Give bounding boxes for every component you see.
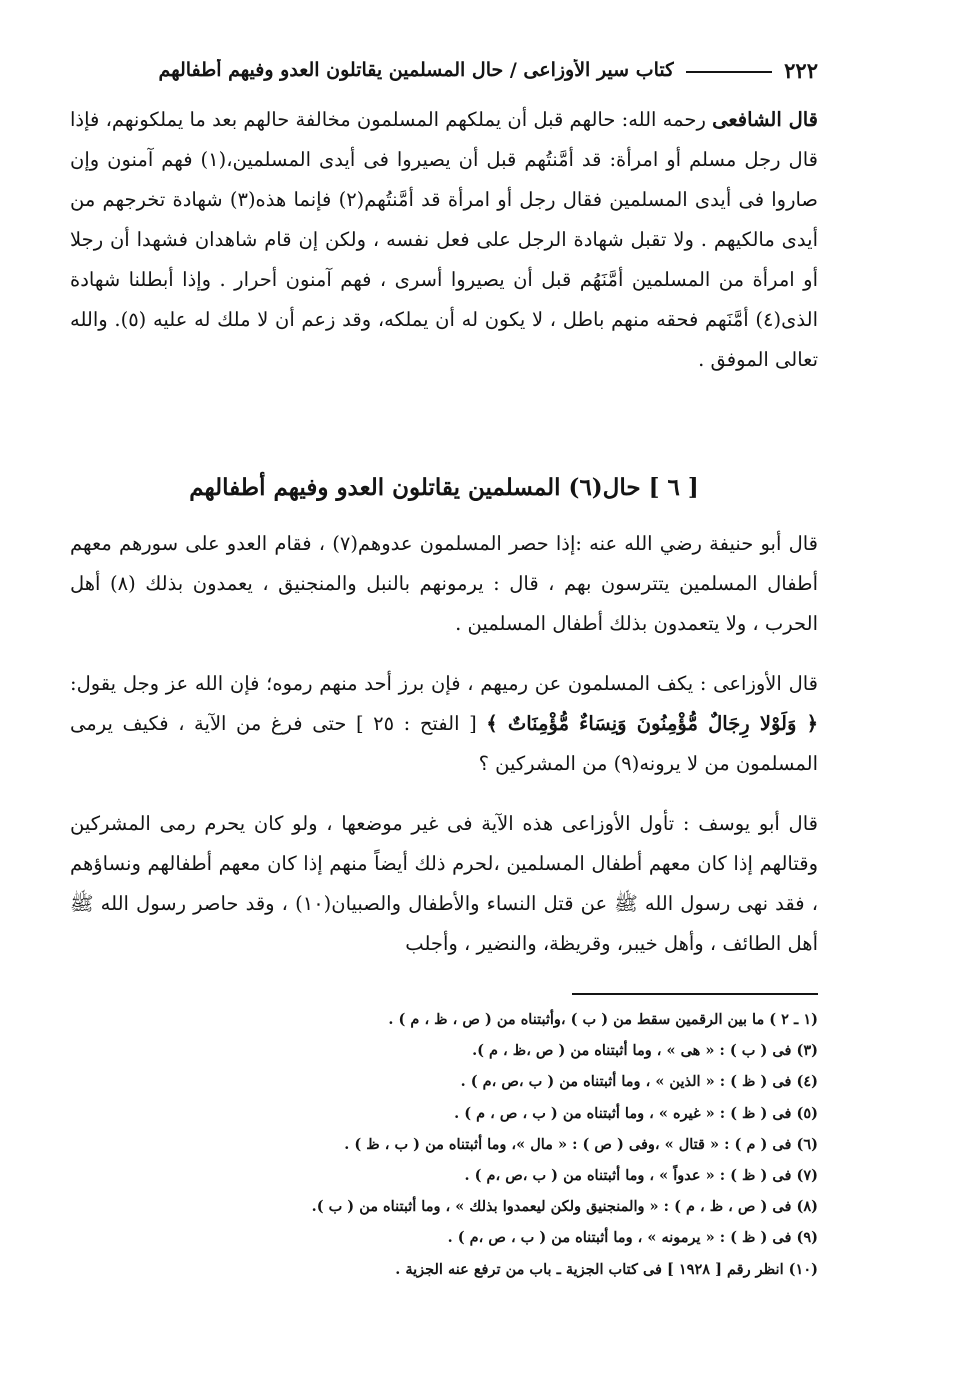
footnote: (٣) فى ( ب ) : « هى » ، وما أثبتناه من ( ص ،ظ ، م ). (472, 1042, 818, 1060)
footnote: (٨) فى ( ص ، ظ ، م ) : « والمنجنيق ولكن ليعمدوا بذلك » ، وما أثبتناه من ( ب ). (311, 1198, 818, 1216)
paragraph-text-after: [ الفتح : ٢٥ ] حتى فرغ من الآية ، فكيف يرمى المسلمون من لا يرونه(٩) من المشركين ؟ (70, 712, 818, 775)
paragraph-abu-hanifa: قال أبو حنيفة رضي الله عنه :إذا حصر المسلمون عدوهم(٧) ، فقام العدو على سورهم معهم أطفال المسلمين يتترسون بهم ، قال : يرمونهم بالنبل والمنجنيق ، يعمدون بذلك (٨) أهل الحرب ، ولا يتعمدون بذلك أطفال المسلمين . (70, 532, 819, 635)
page-number: ٢٢٢ (784, 57, 818, 83)
section-heading: [ ٦ ] حال(٦) المسلمين يقاتلون العدو وفيهم أطفالهم (189, 474, 699, 501)
footnotes (70, 1004, 818, 1285)
running-title: كتاب سير الأوزاعى / حال المسلمين يقاتلون العدو وفيهم أطفالهم (158, 59, 675, 81)
footnote-rule (572, 993, 818, 995)
paragraph-abu-yusuf: قال أبو يوسف : تأول الأوزاعى هذه الآية فى غير موضعها ، ولو كان يحرم رمى المشركين وقتالهم إذا كان معهم أطفال المسلمين ،لحرم ذلك أيضاً منهم إذا كان معهم أطفالهم ونساؤهم ، فقد نهى رسول الله ﷺ عن قتل النساء والأطفال والصبيان(١٠) ، وقد حاصر رسول الله ﷺ أهل الطائف ، وأهل خيبر، وقريظة، والنضير ، وأجلب (70, 812, 819, 955)
paragraph-text: رحمه الله: حالهم قبل أن يملكهم المسلمون مخالفة حالهم بعد ما يملكونهم، فإذا قال رجل مسلم أو امرأة: قد أمَّنتُهم قبل أن يصيروا فى أيدى المسلمين،(١) فهم آمنون وإن صاروا فى أيدى المسلمين فقال رجل أو امرأة قد أمَّنتُهم(٢) فإنما هذه(٣) شهادة تخرجهم من أيدى مالكيهم . ولا تقبل شهادة الرجل على فعل نفسه ، ولكن إن قام شاهدان فشهدا أن رجلا أو امرأة من المسلمين أمَّنَهُم قبل أن يصيروا أسرى ، فهم آمنون أحرار . وإذا أبطلنا شهادة الذى(٤) أمَّنَهم فحقه منهم باطل ، لا يكون له أن يملكه، وقد زعم أن لا ملك له عليه (٥). والله تعالى الموفق . (70, 108, 818, 371)
footnote: (٥) فى ( ظ ) : « غيره » ، وما أثبتناه من ( ب ، ص ، م ) . (454, 1104, 818, 1122)
paragraph-awzai (70, 664, 846, 784)
footnote: (١٠) انظر رقم [ ١٩٢٨ ] فى كتاب الجزية ـ باب من ترفع عنه الجزية . (395, 1260, 818, 1278)
footnote: (٦) فى ( م ) : « قتال » ،وفى ( ص ) : « مال »، وما أثبتناه من ( ب ، ظ ) . (344, 1135, 818, 1153)
footnote: (٧) فى ( ظ ) : « عدواً » ، وما أثبتناه من ( ب ،ص ،م ) . (464, 1167, 818, 1185)
footnote: (٤) فى ( ظ ) : « الذين » ، وما أثبتناه من ( ب ،ص ،م ) . (460, 1073, 818, 1091)
page-header (70, 52, 818, 88)
paragraph-text-before: قال الأوزاعى : يكف المسلمون عن رميهم ، فإن برز أحد منهم رموه؛ فإن الله عز وجل يقول: (70, 672, 818, 695)
paragraph-shafii (70, 100, 846, 380)
header-rule (686, 71, 772, 73)
footnote: (١ ـ ٢ ) ما بين الرقمين سقط من ( ب ) ،وأثبتناه من ( ص ، ظ ، م ) . (388, 1011, 818, 1028)
paragraph-lead: قال الشافعى (712, 108, 819, 131)
quran-quote: ﴿ وَلَوْلا رِجَالٌ مُّؤْمِنُونَ وَنِسَاءٌ مُّؤْمِنَاتٌ ﴾ (486, 712, 818, 735)
footnote: (٩) فى ( ظ ) : « يرمونه » ، وما أثبتناه من ( ب ، ص ،م ) . (447, 1229, 818, 1247)
